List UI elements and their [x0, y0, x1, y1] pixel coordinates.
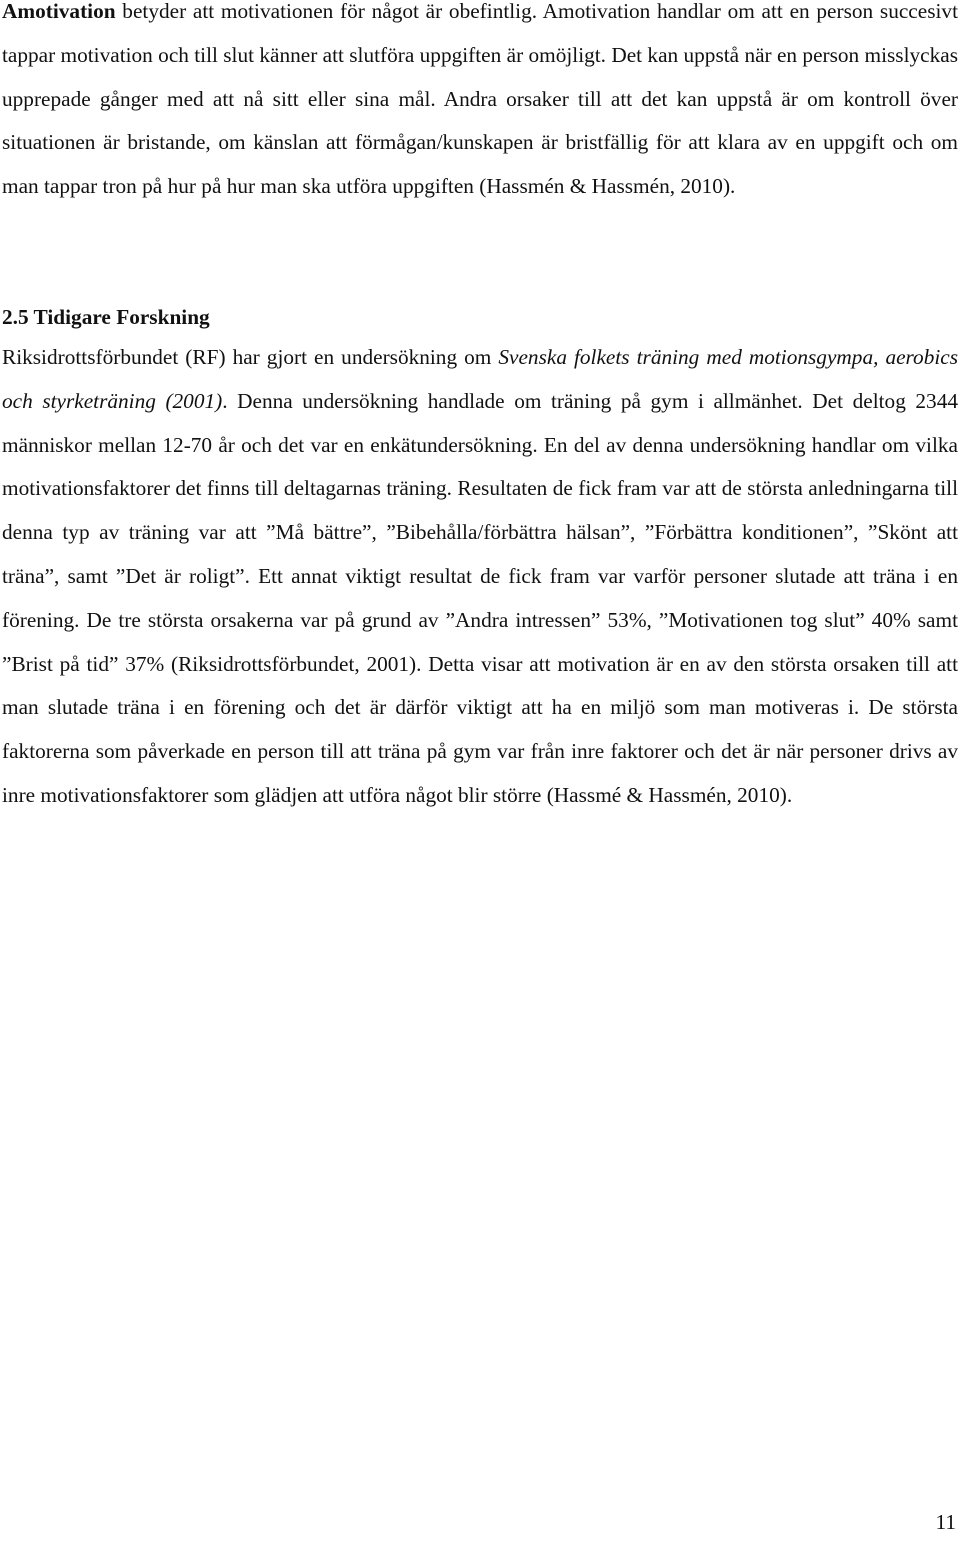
- paragraph-intro: Riksidrottsförbundet (RF) har gjort en undersökning om: [2, 345, 499, 369]
- paragraph-text: betyder att motivationen för något är obefintlig. Amotivation handlar om att en person succesivt tappar motivation och till slut känner att slutföra uppgiften är omöjligt. Det kan uppstå när en person misslyckas upprepade gånger med att nå sitt eller sina mål. Andra orsaker till att det kan uppstå är om kontroll över situationen är bristande, om känslan att förmågan/kunskapen är bristfällig för att klara av en uppgift och om man tappar tron på hur på hur man ska utföra uppgiften (Hassmén & Hassmén, 2010).: [2, 0, 958, 199]
- paragraph-amotivation: [2, 0, 958, 209]
- paragraph-body: . Denna undersökning handlade om träning på gym i allmänhet. Det deltog 2344 människor mellan 12-70 år och det var en enkätundersökning. En del av denna undersökning handlar om vilka motivationsfaktorer det finns till deltagarnas träning. Resultaten de fick fram var att de största anledningarna till denna typ av träning var att ”Må bättre”, ”Bibehålla/förbättra hälsan”, ”Förbättra konditionen”, ”Skönt att träna”, samt ”Det är roligt”. Ett annat viktigt resultat de fick fram var varför personer slutade att träna i en förening. De tre största orsakerna var på grund av ”Andra intressen” 53%, ”Motivationen tog slut” 40% samt ”Brist på tid” 37% (Riksidrottsförbundet, 2001). Detta visar att motivation är en av den största orsaken till att man slutade träna i en förening och det är därför viktigt att ha en miljö som man motiveras i. De största faktorerna som påverkade en person till att träna på gym var från inre faktorer och det är när personer drivs av inre motivationsfaktorer som glädjen att utföra något blir större (Hassmé & Hassmén, 2010).: [2, 388, 959, 807]
- lead-term: Amotivation: [2, 0, 116, 23]
- page-number: 11: [935, 1510, 956, 1534]
- section-heading: 2.5 Tidigare Forskning: [2, 305, 210, 329]
- report-title: Svenska folkets träning med motionsgympa, aerobics och styrketräning (2001): [2, 345, 958, 413]
- paragraph-previous-research: [2, 336, 958, 818]
